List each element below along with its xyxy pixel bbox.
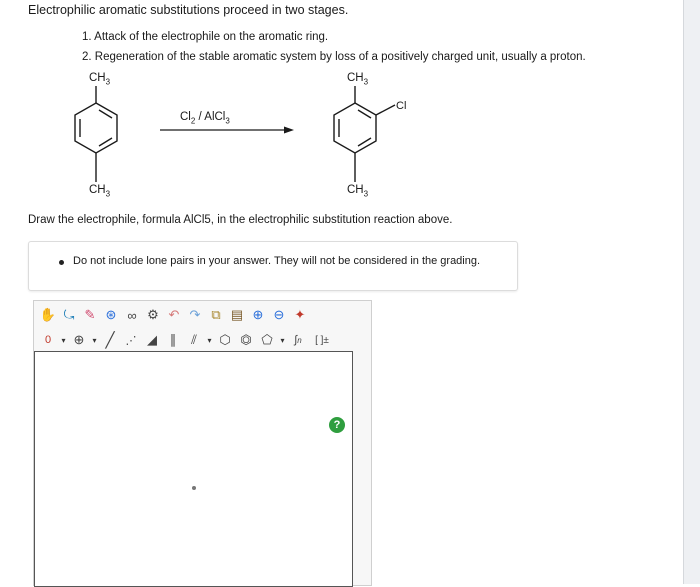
drawing-canvas[interactable] (34, 351, 353, 587)
reactant-bottom-sub: 3 (105, 189, 111, 199)
ring-dropdown-icon[interactable]: ▾ (280, 335, 285, 345)
product-bottom-sub: 3 (363, 189, 369, 199)
reagent-label (180, 111, 230, 125)
lasso-tool-icon[interactable]: ⤿ (63, 307, 75, 322)
ring-template-icon[interactable]: ⊛ (105, 307, 117, 322)
intro-text: Electrophilic aromatic substitutions proceed in two stages. (28, 3, 349, 17)
note-text: Do not include lone pairs in your answer. They will not be considered in the grading. (73, 255, 481, 267)
dashed-bond-icon[interactable]: ⋰ (125, 334, 137, 347)
reactant-bottom-ch: CH (89, 184, 106, 196)
reactant-top-ch: CH (89, 72, 106, 84)
reactant-bottom-label (89, 184, 110, 198)
reactant-top-label (89, 72, 110, 86)
copy-icon[interactable]: ⧉ (211, 307, 221, 322)
plus-dropdown-icon[interactable]: ▾ (92, 335, 97, 345)
atom-map-icon[interactable]: ⚙ (147, 307, 159, 322)
reagent-sep: / AlCl (195, 111, 226, 123)
reactant-benzene-ring (75, 86, 117, 182)
hand-tool-icon[interactable]: ✋ (39, 307, 57, 322)
steps-list (82, 27, 586, 67)
bond-dropdown-icon[interactable]: ▾ (207, 335, 212, 345)
product-benzene-ring (334, 86, 395, 182)
wedge-bond-icon[interactable]: ◢ (147, 332, 157, 347)
zoom-in-icon[interactable]: ⊕ (252, 307, 264, 322)
canvas-center-dot (192, 486, 196, 490)
product-bottom-ch: CH (347, 184, 364, 196)
product-top-label (347, 72, 368, 86)
charge-dropdown-icon[interactable]: ▾ (61, 335, 66, 345)
structure-editor (33, 300, 372, 586)
benzene-ring-icon[interactable]: ⏣ (240, 332, 252, 347)
help-button[interactable]: ? (329, 417, 345, 433)
chain-tool-sub: n (297, 335, 302, 345)
instruction-note (28, 241, 518, 291)
double-bond-icon[interactable]: ∥ (169, 332, 177, 347)
bullet-icon (59, 260, 64, 265)
undo-icon[interactable]: ↶ (168, 307, 180, 322)
bracket-tool-button[interactable]: [ ]± (315, 334, 329, 346)
product-top-ch: CH (347, 72, 364, 84)
reagent-sub-3: 3 (225, 116, 230, 126)
product-bottom-label (347, 184, 368, 198)
chain-tool-button[interactable]: ∫ n (294, 334, 302, 346)
redo-icon[interactable]: ↷ (189, 307, 201, 322)
reactant-top-sub: 3 (105, 77, 111, 87)
pentagon-ring-icon[interactable]: ⬠ (261, 332, 273, 347)
clean-icon[interactable]: ✦ (294, 307, 306, 322)
paste-icon[interactable]: ▤ (230, 307, 244, 322)
bond-template-icon[interactable]: ∞ (127, 307, 137, 323)
eraser-tool-icon[interactable]: ✎ (84, 307, 96, 322)
plus-charge-icon[interactable]: ⊕ (73, 332, 85, 347)
single-bond-icon[interactable]: ╱ (105, 332, 115, 349)
step-1: 1. Attack of the electrophile on the aromatic ring. (82, 31, 329, 43)
toolbar-row-2 (38, 329, 335, 351)
step-2: 2. Regeneration of the stable aromatic system by loss of a positively charged unit, usually a proton. (82, 51, 586, 63)
reagent-sub-2: 2 (190, 116, 196, 126)
question-prompt (28, 214, 452, 226)
charge-tool-button[interactable]: 0 (44, 334, 52, 346)
zoom-out-icon[interactable]: ⊖ (273, 307, 285, 322)
reagent-cl: Cl (180, 111, 191, 123)
product-cl-label: Cl (396, 100, 407, 112)
triple-bond-icon[interactable]: ⫽ (191, 332, 197, 347)
hexagon-ring-icon[interactable]: ⬡ (219, 332, 231, 347)
product-top-sub: 3 (363, 77, 369, 87)
right-scrollbar[interactable] (683, 0, 700, 584)
reaction-arrow (160, 127, 294, 134)
prompt-text: Draw the electrophile, formula AlCl5, in the electrophilic substitution reaction above. (28, 214, 453, 226)
toolbar-row-1 (38, 304, 310, 326)
